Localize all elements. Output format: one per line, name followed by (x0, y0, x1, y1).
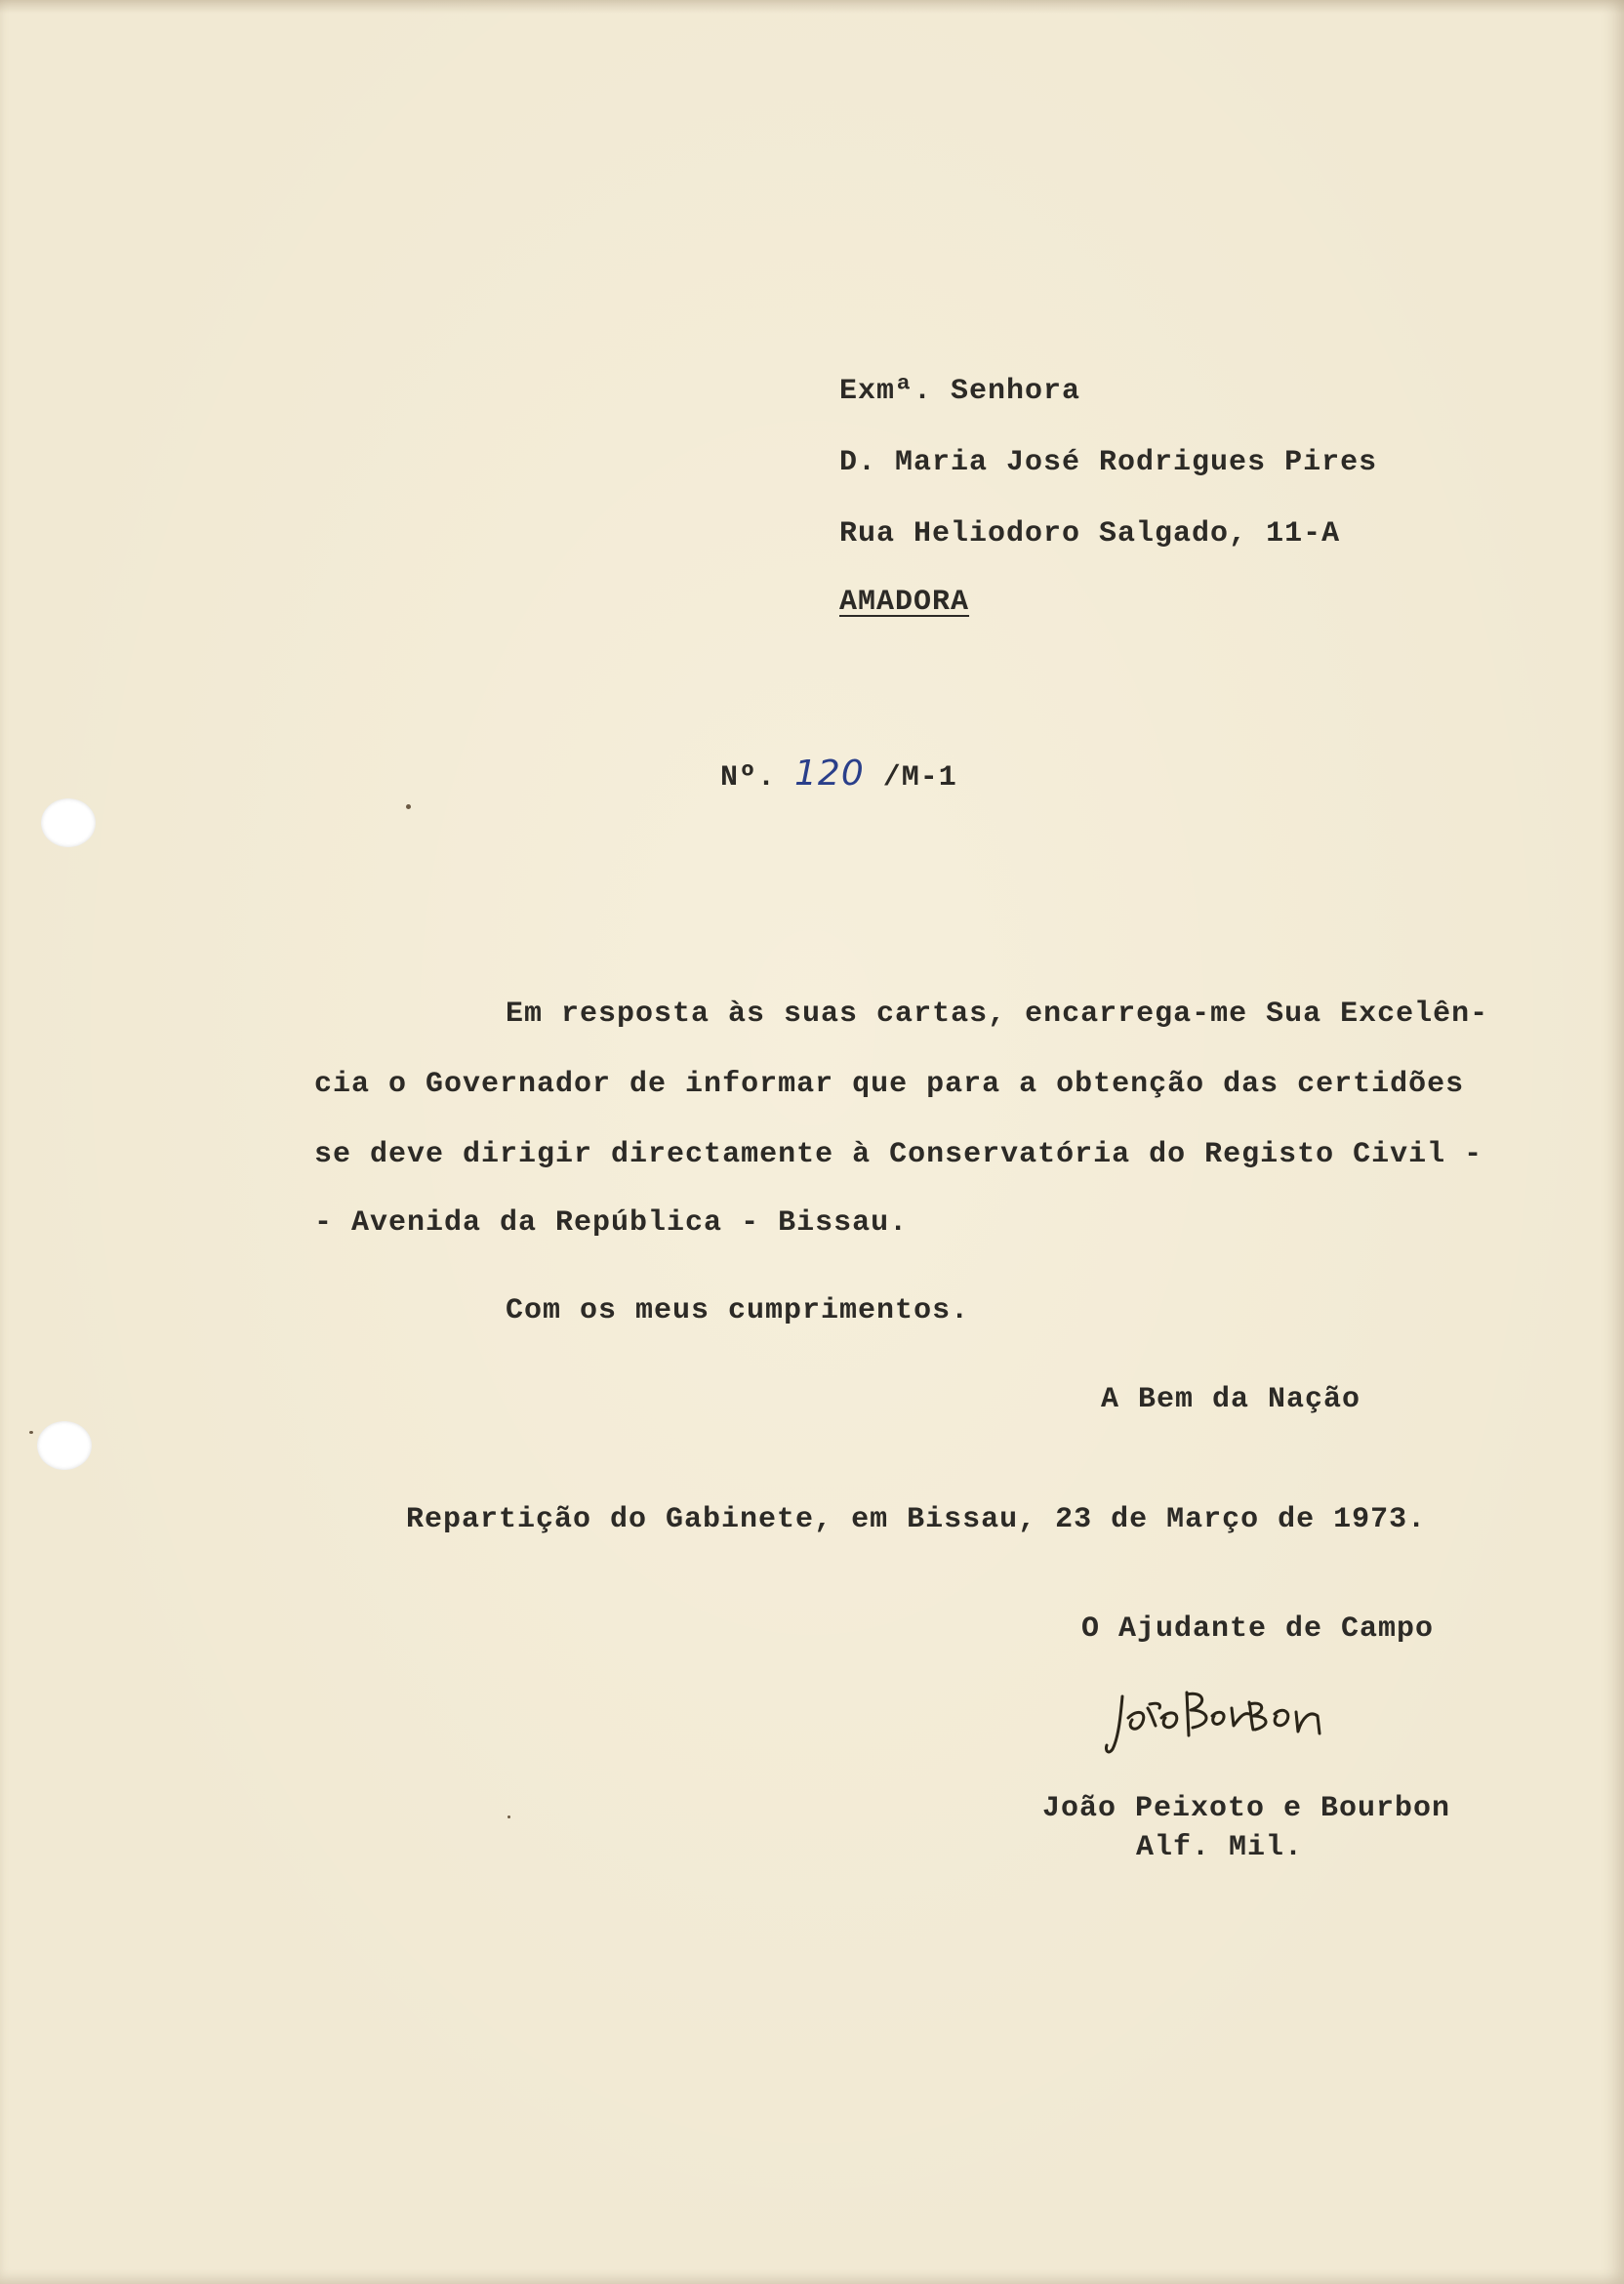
handwritten-signature (1103, 1679, 1327, 1767)
body-line-4: - Avenida da República - Bissau. (314, 1206, 909, 1240)
reference-number-handwritten: 120 (794, 754, 865, 794)
body-line-2: cia o Governador de informar que para a obtenção das certidões (314, 1068, 1465, 1101)
reference-prefix: Nº. (720, 761, 777, 795)
paper-speck (508, 1815, 510, 1818)
valediction: A Bem da Nação (1101, 1383, 1361, 1416)
recipient-city: AMADORA (839, 586, 970, 619)
reference-suffix: /M-1 (882, 761, 957, 795)
recipient-name: D. Maria José Rodrigues Pires (839, 446, 1378, 479)
paper-speck (406, 804, 411, 809)
paper-speck (29, 1431, 33, 1434)
body-line-1: Em resposta às suas cartas, encarrega-me Sua Excelên- (506, 998, 1489, 1031)
recipient-salutation: Exmª. Senhora (839, 375, 1081, 408)
reference-number-line (720, 754, 957, 795)
signatory-title: O Ajudante de Campo (1081, 1612, 1435, 1646)
punch-hole-top (41, 798, 96, 847)
closing-line: Com os meus cumprimentos. (506, 1294, 970, 1327)
signatory-name: João Peixoto e Bourbon (1042, 1792, 1451, 1825)
place-and-date: Repartição do Gabinete, em Bissau, 23 de Março de 1973. (406, 1503, 1427, 1536)
punch-hole-bottom (37, 1421, 92, 1470)
body-line-3: se deve dirigir directamente à Conservatória do Registo Civil - (314, 1138, 1483, 1171)
signatory-rank: Alf. Mil. (1136, 1831, 1304, 1864)
recipient-street: Rua Heliodoro Salgado, 11-A (839, 517, 1341, 551)
